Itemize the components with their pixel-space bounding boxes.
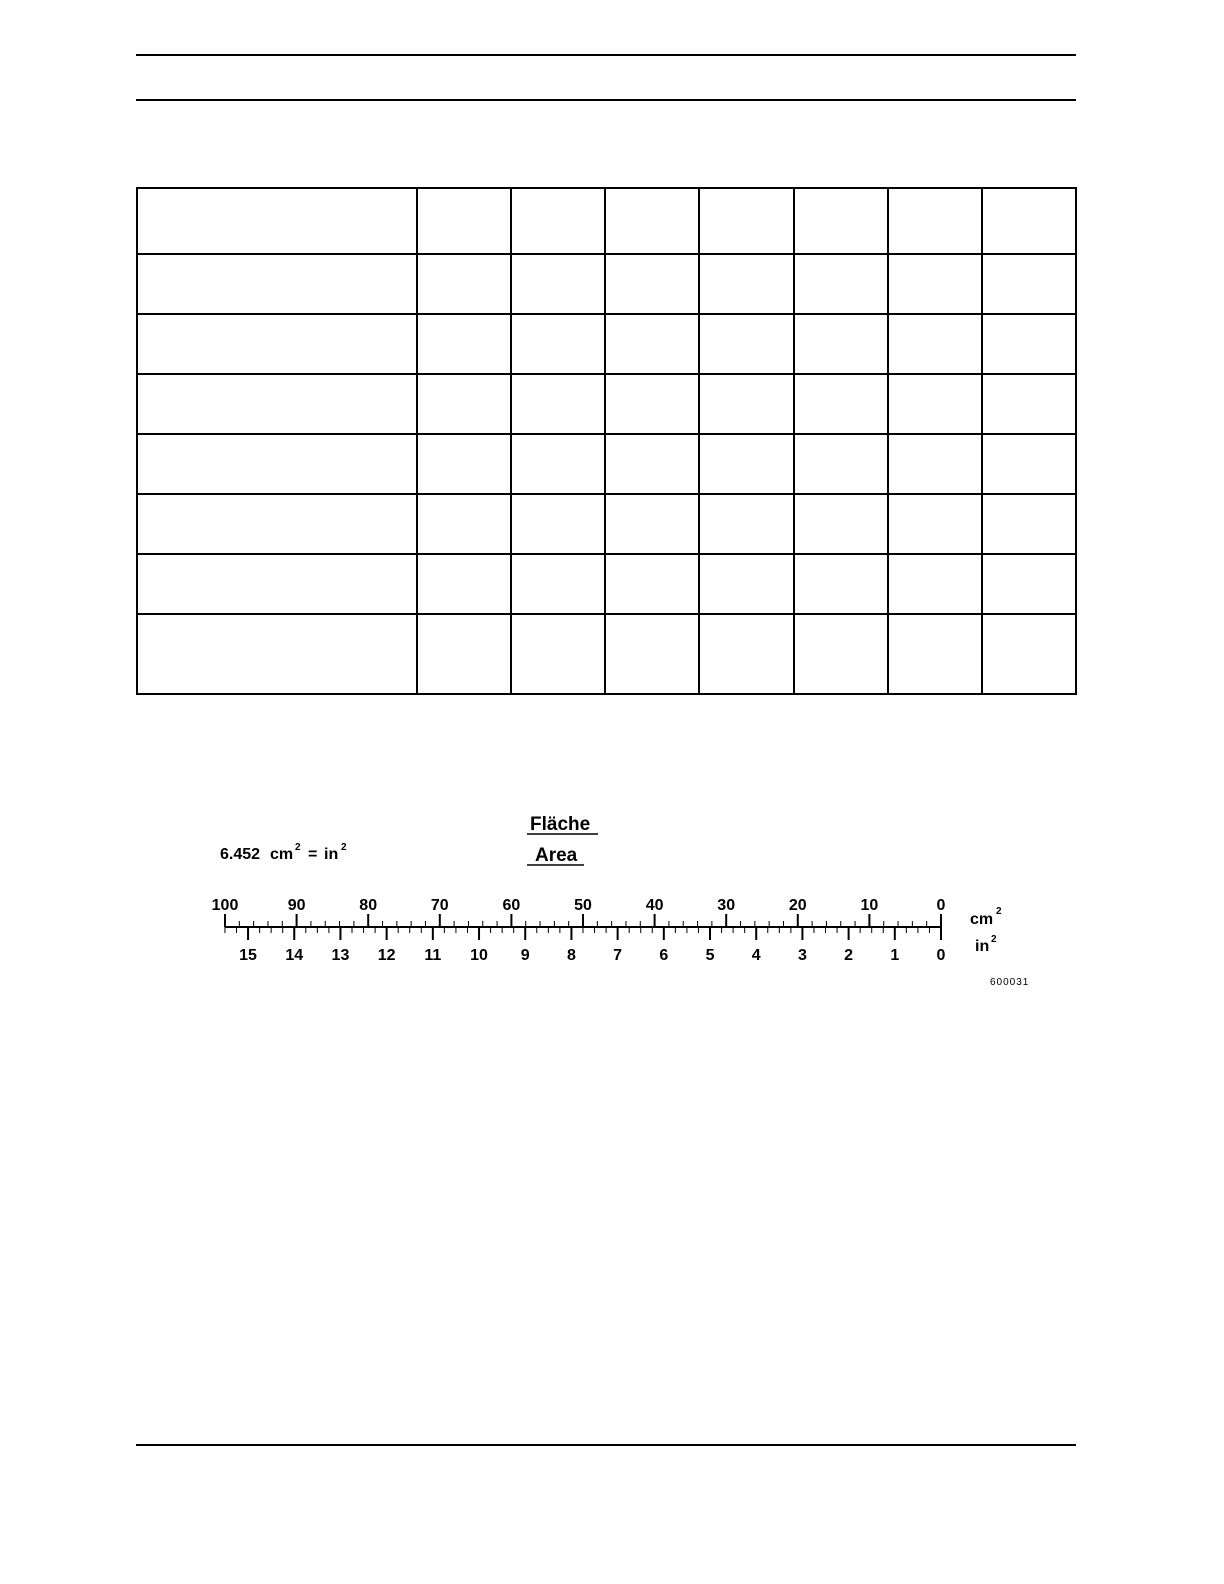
table-cell	[605, 434, 699, 494]
table-cell	[699, 254, 793, 314]
table-cell	[699, 434, 793, 494]
in-unit-label: in	[975, 938, 990, 955]
table-cell	[417, 614, 511, 694]
table-cell	[982, 188, 1076, 254]
table-cell	[137, 614, 417, 694]
table-cell	[417, 374, 511, 434]
table-cell	[605, 254, 699, 314]
in-tick-label: 13	[331, 947, 350, 964]
table-cell	[982, 374, 1076, 434]
table-cell	[605, 554, 699, 614]
table-cell	[982, 494, 1076, 554]
table-cell	[699, 374, 793, 434]
in-tick-label: 5	[705, 947, 715, 964]
footer-rule	[136, 1444, 1076, 1446]
table-row	[137, 254, 1076, 314]
blank-data-table	[136, 187, 1077, 695]
table-cell	[699, 494, 793, 554]
table-cell	[794, 614, 888, 694]
in-tick-label: 12	[377, 947, 396, 964]
table-cell	[417, 494, 511, 554]
in-tick-label: 1	[890, 947, 900, 964]
in-tick-label: 0	[936, 947, 946, 964]
in-tick-label: 2	[844, 947, 854, 964]
table-cell	[982, 254, 1076, 314]
cm-tick-label: 100	[211, 897, 239, 914]
table-cell	[699, 314, 793, 374]
in-tick-label: 3	[797, 947, 807, 964]
conversion-formula	[220, 842, 347, 863]
table-cell	[699, 614, 793, 694]
in-unit-superscript: 2	[991, 934, 997, 945]
table-cell	[511, 374, 605, 434]
cm-tick-label: 80	[359, 897, 378, 914]
table-row	[137, 188, 1076, 254]
table-cell	[137, 188, 417, 254]
table-cell	[417, 254, 511, 314]
conversion-unit-in: in	[324, 846, 339, 863]
table-cell	[982, 554, 1076, 614]
table-cell	[605, 374, 699, 434]
table-row	[137, 494, 1076, 554]
cm-tick-label: 40	[645, 897, 664, 914]
table-cell	[794, 434, 888, 494]
table-cell	[511, 188, 605, 254]
table-cell	[982, 614, 1076, 694]
table-cell	[511, 554, 605, 614]
in-tick-label: 15	[239, 947, 257, 964]
table-cell	[417, 314, 511, 374]
cm-tick-label: 0	[936, 897, 946, 914]
table-cell	[511, 434, 605, 494]
table-cell	[137, 434, 417, 494]
table-cell	[888, 254, 982, 314]
table-cell	[511, 254, 605, 314]
table-cell	[794, 554, 888, 614]
table-cell	[982, 434, 1076, 494]
cm-tick-label: 70	[430, 897, 449, 914]
table-row	[137, 554, 1076, 614]
table-cell	[417, 188, 511, 254]
table-cell	[137, 314, 417, 374]
in-tick-label: 11	[424, 947, 442, 964]
in-tick-label: 14	[285, 947, 304, 964]
table-cell	[888, 374, 982, 434]
cm-tick-label: 20	[788, 897, 807, 914]
table-cell	[794, 374, 888, 434]
table-cell	[794, 254, 888, 314]
table-cell	[137, 374, 417, 434]
table-row	[137, 434, 1076, 494]
figure-code: 600031	[990, 977, 1030, 988]
conversion-unit-cm: cm	[270, 846, 294, 863]
table-cell	[888, 314, 982, 374]
table-cell	[794, 494, 888, 554]
table-row	[137, 614, 1076, 694]
cm-tick-label: 30	[717, 897, 736, 914]
table-cell	[137, 554, 417, 614]
table-cell	[137, 254, 417, 314]
in-tick-label: 9	[520, 947, 530, 964]
ruler	[212, 897, 946, 964]
table-row	[137, 314, 1076, 374]
table-cell	[605, 614, 699, 694]
conversion-equals: =	[308, 846, 318, 863]
cm-unit-label: cm	[970, 911, 994, 928]
scale-title-english: Area	[535, 845, 578, 866]
table-cell	[888, 494, 982, 554]
area-conversion-scale	[0, 790, 1224, 1000]
table-cell	[794, 314, 888, 374]
table-cell	[511, 494, 605, 554]
table-cell	[699, 554, 793, 614]
table-cell	[699, 188, 793, 254]
table-cell	[888, 554, 982, 614]
table-cell	[137, 494, 417, 554]
in-tick-label: 4	[751, 947, 761, 964]
table-cell	[605, 494, 699, 554]
table-cell	[605, 188, 699, 254]
table-cell	[888, 188, 982, 254]
conversion-superscript-in: 2	[341, 842, 347, 853]
cm-tick-label: 90	[287, 897, 306, 914]
table-cell	[511, 614, 605, 694]
table-cell	[888, 614, 982, 694]
in-tick-label: 6	[659, 947, 669, 964]
table-cell	[888, 434, 982, 494]
table-cell	[511, 314, 605, 374]
conversion-superscript-cm: 2	[295, 842, 301, 853]
in-tick-label: 10	[470, 947, 488, 964]
header-rule-top	[136, 54, 1076, 56]
in-tick-label: 7	[613, 947, 623, 964]
header-rule-bottom	[136, 99, 1076, 101]
in-tick-label: 8	[566, 947, 576, 964]
table-row	[137, 374, 1076, 434]
table-cell	[982, 314, 1076, 374]
cm-tick-label: 50	[574, 897, 592, 914]
table-cell	[417, 434, 511, 494]
cm-tick-label: 60	[502, 897, 521, 914]
scale-title-german: Fläche	[530, 814, 591, 835]
table-cell	[417, 554, 511, 614]
conversion-value: 6.452	[220, 846, 261, 863]
cm-tick-label: 10	[860, 897, 879, 914]
table-cell	[794, 188, 888, 254]
cm-unit-superscript: 2	[996, 906, 1002, 917]
table-cell	[605, 314, 699, 374]
